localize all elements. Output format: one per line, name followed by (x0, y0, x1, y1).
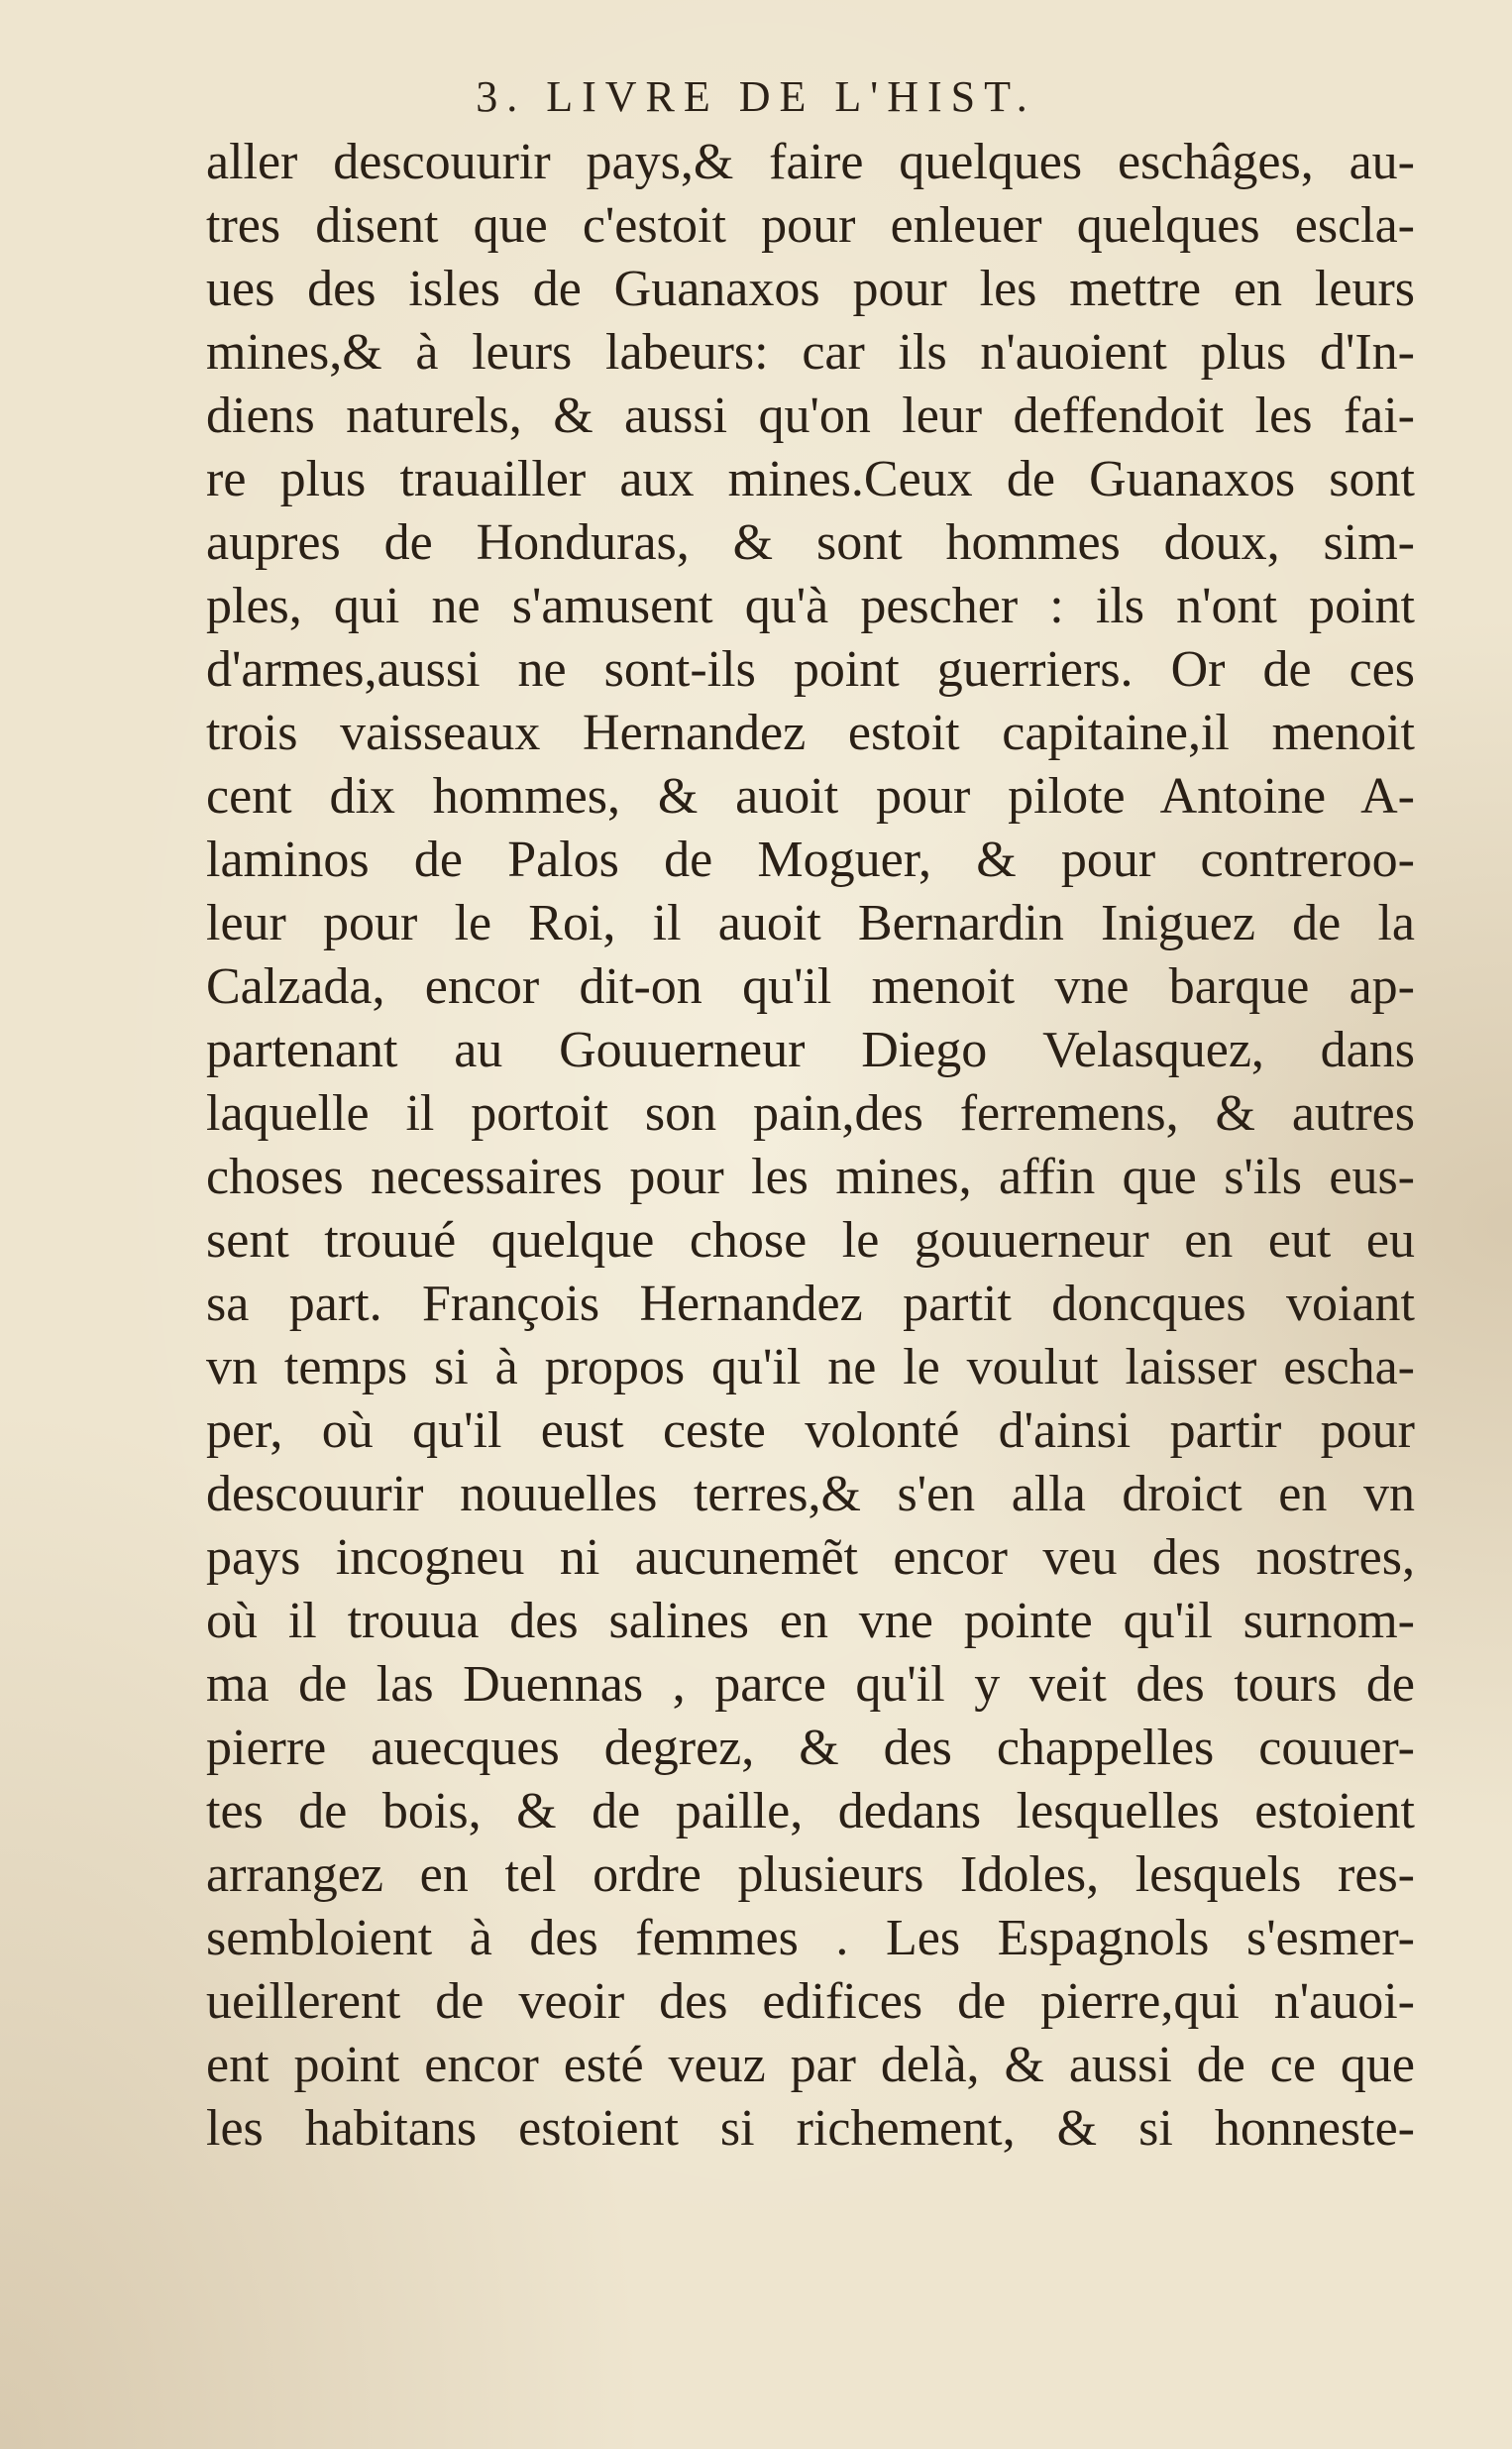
text-line: d'armes,aussi ne sont-ils point guerriers. Or de ces (206, 641, 1415, 698)
body-text (206, 131, 1415, 2161)
text-line: tes de bois, & de paille, dedans lesquelles estoient (206, 1783, 1415, 1839)
text-line: sent trouué quelque chose le gouuerneur en eut eu (206, 1212, 1415, 1269)
running-head: 3. LIVRE DE L'HIST. (476, 72, 1036, 121)
text-line: arrangez en tel ordre plusieurs Idoles, lesquels res- (206, 1846, 1415, 1903)
text-line: sembloient à des femmes . Les Espagnols s'esmer- (206, 1910, 1415, 1966)
text-line: sa part. François Hernandez partit doncques voiant (206, 1276, 1415, 1332)
text-line: les habitans estoient si richement, & si honneste- (206, 2100, 1415, 2157)
text-line: leur pour le Roi, il auoit Bernardin Iniguez de la (206, 895, 1415, 951)
text-line: cent dix hommes, & auoit pour pilote Antoine A- (206, 768, 1415, 825)
text-line: ueillerent de veoir des edifices de pierre,qui n'auoi- (206, 1973, 1415, 2030)
text-line: re plus trauailler aux mines.Ceux de Guanaxos sont (206, 451, 1415, 507)
text-line: partenant au Gouuerneur Diego Velasquez, dans (206, 1022, 1415, 1078)
text-line: ples, qui ne s'amusent qu'à pescher : ils n'ont point (206, 578, 1415, 634)
text-line: ent point encor esté veuz par delà, & aussi de ce que (206, 2037, 1415, 2093)
text-line: mines,& à leurs labeurs: car ils n'auoient plus d'In- (206, 324, 1415, 381)
text-line: per, où qu'il eust ceste volonté d'ainsi partir pour (206, 1402, 1415, 1459)
text-line: Calzada, encor dit-on qu'il menoit vne barque ap- (206, 958, 1415, 1015)
text-line: diens naturels, & aussi qu'on leur deffendoit les fai- (206, 388, 1415, 444)
text-line: descouurir nouuelles terres,& s'en alla droict en vn (206, 1466, 1415, 1522)
text-line: ma de las Duennas , parce qu'il y veit des tours de (206, 1656, 1415, 1713)
text-line: trois vaisseaux Hernandez estoit capitaine,il menoit (206, 705, 1415, 761)
text-line: vn temps si à propos qu'il ne le voulut laisser escha- (206, 1339, 1415, 1395)
text-line: pays incogneu ni aucunemẽt encor veu des nostres, (206, 1529, 1415, 1586)
text-line: laquelle il portoit son pain,des ferremens, & autres (206, 1085, 1415, 1142)
text-line: choses necessaires pour les mines, affin que s'ils eus- (206, 1149, 1415, 1205)
text-line: aupres de Honduras, & sont hommes doux, sim- (206, 514, 1415, 571)
text-line: où il trouua des salines en vne pointe qu'il surnom- (206, 1593, 1415, 1649)
text-line: pierre auecques degrez, & des chappelles couuer- (206, 1720, 1415, 1776)
text-line: ues des isles de Guanaxos pour les mettre en leurs (206, 261, 1415, 317)
text-line: tres disent que c'estoit pour enleuer quelques escla- (206, 197, 1415, 254)
text-line: laminos de Palos de Moguer, & pour contreroo- (206, 832, 1415, 888)
text-line: aller descouurir pays,& faire quelques eschâges, au- (206, 134, 1415, 190)
